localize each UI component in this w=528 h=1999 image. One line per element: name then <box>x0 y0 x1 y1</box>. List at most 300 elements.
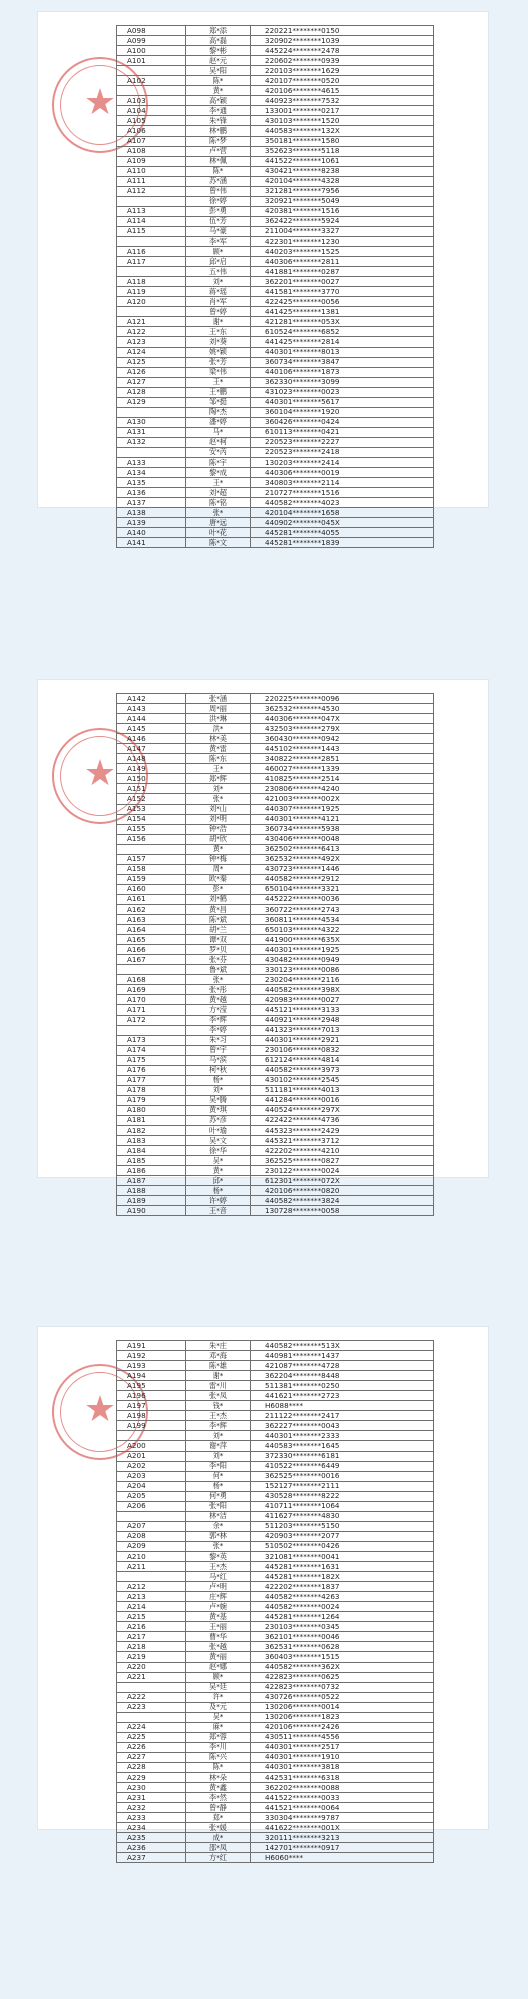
table-row <box>117 1421 434 1431</box>
table-row <box>117 1632 434 1642</box>
id-number-cell: 422823********0732 <box>251 1682 434 1692</box>
name-cell: 洪*琳 <box>186 714 251 724</box>
name-cell: 方*滢 <box>186 1005 251 1015</box>
table-row <box>117 1732 434 1742</box>
serial-cell: A135 <box>117 478 186 488</box>
id-number-cell: 440582********4023 <box>251 498 434 508</box>
table-row <box>117 884 434 894</box>
name-cell: 许* <box>186 1692 251 1702</box>
table-row <box>117 1005 434 1015</box>
table-row <box>117 126 434 136</box>
name-cell: 伍*芳 <box>186 216 251 226</box>
id-number-cell: 360430********0942 <box>251 734 434 744</box>
serial-cell: A118 <box>117 277 186 287</box>
table-row <box>117 166 434 176</box>
id-number-cell: 142701********0917 <box>251 1843 434 1853</box>
serial-cell: A143 <box>117 704 186 714</box>
table-row <box>117 935 434 945</box>
table-row <box>117 1803 434 1813</box>
table-row <box>117 784 434 794</box>
table-row <box>117 1055 434 1065</box>
serial-cell: A130 <box>117 417 186 427</box>
serial-cell: A209 <box>117 1541 186 1551</box>
id-number-cell: 230204********2116 <box>251 975 434 985</box>
name-cell: 杨* <box>186 1075 251 1085</box>
id-number-cell: 432503********279X <box>251 724 434 734</box>
id-number-cell: 410711********1064 <box>251 1501 434 1511</box>
table-row <box>117 1541 434 1551</box>
name-cell: 张* <box>186 975 251 985</box>
name-cell: 黎*英 <box>186 1551 251 1561</box>
serial-cell: A182 <box>117 1126 186 1136</box>
table-row <box>117 76 434 86</box>
table-row <box>117 226 434 236</box>
id-number-cell: 460027********1339 <box>251 764 434 774</box>
id-number-cell: 362525********0016 <box>251 1471 434 1481</box>
serial-cell: A104 <box>117 106 186 116</box>
serial-cell: A198 <box>117 1411 186 1421</box>
id-number-cell: 440203********1525 <box>251 247 434 257</box>
name-cell: 罗*贝 <box>186 945 251 955</box>
id-number-cell: 360811********4534 <box>251 915 434 925</box>
table-row <box>117 1035 434 1045</box>
name-cell: 钟*浩 <box>186 824 251 834</box>
id-number-cell: 220221********0150 <box>251 26 434 36</box>
name-cell: 潘*婷 <box>186 417 251 427</box>
id-number-cell: 440923********7532 <box>251 96 434 106</box>
table-row <box>117 488 434 498</box>
table-row <box>117 1582 434 1592</box>
table-row <box>117 1381 434 1391</box>
id-number-cell: 441425********2814 <box>251 337 434 347</box>
serial-cell: A211 <box>117 1562 186 1572</box>
name-cell: 李*辉 <box>186 1015 251 1025</box>
id-number-cell: 430406********0048 <box>251 834 434 844</box>
name-cell: 吴*廷 <box>186 1682 251 1692</box>
table-row <box>117 186 434 196</box>
name-cell: 陈* <box>186 166 251 176</box>
id-number-cell: 220523********2418 <box>251 447 434 457</box>
table-row <box>117 864 434 874</box>
id-number-cell: 445281********1839 <box>251 538 434 548</box>
name-cell: 鲁*斌 <box>186 965 251 975</box>
id-number-cell: 360734********3847 <box>251 357 434 367</box>
id-number-cell: 350181********1580 <box>251 136 434 146</box>
name-cell: 黎*彬 <box>186 46 251 56</box>
serial-cell: A230 <box>117 1783 186 1793</box>
id-number-cell: 441521********0064 <box>251 1803 434 1813</box>
serial-cell: A157 <box>117 854 186 864</box>
name-cell: 吴*文 <box>186 1136 251 1146</box>
serial-cell: A174 <box>117 1045 186 1055</box>
id-number-cell: 650103********4322 <box>251 925 434 935</box>
table-row <box>117 1853 434 1863</box>
serial-cell: A204 <box>117 1481 186 1491</box>
name-cell: 王*东 <box>186 327 251 337</box>
table-row <box>117 468 434 478</box>
id-number-cell: 220103********1629 <box>251 66 434 76</box>
id-number-cell: 211004********3327 <box>251 226 434 236</box>
name-cell: 马*滨 <box>186 1055 251 1065</box>
serial-cell: A147 <box>117 744 186 754</box>
serial-cell: A199 <box>117 1421 186 1431</box>
record-table <box>116 693 434 1216</box>
serial-cell: A237 <box>117 1853 186 1863</box>
id-number-cell: 360104********1920 <box>251 407 434 417</box>
id-number-cell: 360722********2743 <box>251 904 434 914</box>
id-number-cell: 320921********5049 <box>251 196 434 206</box>
serial-cell: A112 <box>117 186 186 196</box>
id-number-cell: 320902********1039 <box>251 36 434 46</box>
table-row <box>117 1823 434 1833</box>
serial-cell: A180 <box>117 1105 186 1115</box>
serial-cell: A146 <box>117 734 186 744</box>
id-number-cell: 230806********4240 <box>251 784 434 794</box>
id-number-cell: 430723********1446 <box>251 864 434 874</box>
name-cell: 黄*越 <box>186 995 251 1005</box>
table-row <box>117 1095 434 1105</box>
table-row <box>117 1642 434 1652</box>
name-cell: 周* <box>186 864 251 874</box>
table-row <box>117 518 434 528</box>
serial-cell: A216 <box>117 1622 186 1632</box>
serial-cell: A103 <box>117 96 186 106</box>
serial-cell: A171 <box>117 1005 186 1015</box>
id-number-cell: 440306********2811 <box>251 257 434 267</box>
id-number-cell: 430102********2545 <box>251 1075 434 1085</box>
name-cell: 五*伟 <box>186 267 251 277</box>
serial-cell: A134 <box>117 468 186 478</box>
table-row <box>117 1105 434 1115</box>
table-row <box>117 1833 434 1843</box>
serial-cell: A106 <box>117 126 186 136</box>
name-cell: 刘* <box>186 277 251 287</box>
table-row <box>117 1562 434 1572</box>
serial-cell: A107 <box>117 136 186 146</box>
table-row <box>117 387 434 397</box>
id-number-cell: 440301********8013 <box>251 347 434 357</box>
id-number-cell: 510502********0426 <box>251 1541 434 1551</box>
table-row <box>117 206 434 216</box>
serial-cell: A168 <box>117 975 186 985</box>
name-cell: 谢*萍 <box>186 1441 251 1451</box>
table-row <box>117 1752 434 1762</box>
name-cell: 庄*辉 <box>186 1592 251 1602</box>
id-number-cell: 440306********047X <box>251 714 434 724</box>
serial-cell: A229 <box>117 1773 186 1783</box>
name-cell: 何* <box>186 1471 251 1481</box>
name-cell: 及*元 <box>186 1702 251 1712</box>
serial-cell: A166 <box>117 945 186 955</box>
name-cell: 高*颖 <box>186 96 251 106</box>
table-row <box>117 804 434 814</box>
id-number-cell: 440902********045X <box>251 518 434 528</box>
name-cell: 方*红 <box>186 1853 251 1863</box>
id-number-cell: 130206********0014 <box>251 1702 434 1712</box>
serial-cell: A140 <box>117 528 186 538</box>
table-row <box>117 1491 434 1501</box>
serial-cell: A102 <box>117 76 186 86</box>
id-number-cell: 430103********1520 <box>251 116 434 126</box>
name-cell: 朱*习 <box>186 1035 251 1045</box>
table-row <box>117 744 434 754</box>
id-number-cell: 445102********1443 <box>251 744 434 754</box>
serial-cell: A233 <box>117 1813 186 1823</box>
table-row <box>117 945 434 955</box>
table-row <box>117 1371 434 1381</box>
table-row <box>117 1652 434 1662</box>
table-row <box>117 1065 434 1075</box>
id-number-cell: 441323********7013 <box>251 1025 434 1035</box>
serial-cell: A210 <box>117 1551 186 1561</box>
table-row <box>117 1176 434 1186</box>
name-cell: 何*勇 <box>186 1491 251 1501</box>
id-number-cell: 445281********4055 <box>251 528 434 538</box>
id-number-cell: H6060**** <box>251 1853 434 1863</box>
name-cell: 钟*梅 <box>186 854 251 864</box>
serial-cell: A203 <box>117 1471 186 1481</box>
name-cell: 卢*营 <box>186 146 251 156</box>
id-number-cell: 420104********4328 <box>251 176 434 186</box>
id-number-cell: 330123********0086 <box>251 965 434 975</box>
id-number-cell: 362330********3099 <box>251 377 434 387</box>
table-row <box>117 1431 434 1441</box>
table-row <box>117 116 434 126</box>
id-number-cell: 211122********2417 <box>251 1411 434 1421</box>
table-row <box>117 824 434 834</box>
name-cell: 王*丽 <box>186 1622 251 1632</box>
table-row <box>117 754 434 764</box>
name-cell: 王*杰 <box>186 1562 251 1572</box>
table-row <box>117 844 434 854</box>
id-number-cell: 321281********7956 <box>251 186 434 196</box>
name-cell: 李*通 <box>186 106 251 116</box>
name-cell: 卢*明 <box>186 1582 251 1592</box>
serial-cell: A236 <box>117 1843 186 1853</box>
table-row <box>117 854 434 864</box>
id-number-cell: 421087********4728 <box>251 1361 434 1371</box>
table-row <box>117 814 434 824</box>
id-number-cell: 422422********4736 <box>251 1115 434 1125</box>
name-cell: 胡*欣 <box>186 834 251 844</box>
name-cell: 张*芳 <box>186 357 251 367</box>
name-cell: 雷*川 <box>186 1381 251 1391</box>
serial-cell: A205 <box>117 1491 186 1501</box>
name-cell: 李*婷 <box>186 1025 251 1035</box>
serial-cell <box>117 844 186 854</box>
star-icon: ★ <box>83 1389 117 1430</box>
name-cell: 曾*宇 <box>186 1045 251 1055</box>
id-number-cell: 441581********3770 <box>251 287 434 297</box>
name-cell: 谢* <box>186 317 251 327</box>
table-row <box>117 437 434 447</box>
table-row <box>117 538 434 548</box>
serial-cell: A215 <box>117 1612 186 1622</box>
id-number-cell: 440301********2517 <box>251 1742 434 1752</box>
table-row <box>117 337 434 347</box>
name-cell: 黄*基 <box>186 1612 251 1622</box>
name-cell: 洪* <box>186 724 251 734</box>
table-row <box>117 287 434 297</box>
id-number-cell: 340822********2851 <box>251 754 434 764</box>
id-number-cell: 220225********0096 <box>251 694 434 704</box>
table-row <box>117 367 434 377</box>
table-row <box>117 1025 434 1035</box>
name-cell: 邵*凤 <box>186 1843 251 1853</box>
table-row <box>117 96 434 106</box>
id-number-cell: 445323********2429 <box>251 1126 434 1136</box>
table-row <box>117 1521 434 1531</box>
serial-cell: A164 <box>117 925 186 935</box>
serial-cell: A141 <box>117 538 186 548</box>
serial-cell: A224 <box>117 1722 186 1732</box>
name-cell: 黄*雷 <box>186 744 251 754</box>
name-cell: 林*美 <box>186 734 251 744</box>
table-row <box>117 1441 434 1451</box>
id-number-cell: 422823********0625 <box>251 1672 434 1682</box>
serial-cell: A213 <box>117 1592 186 1602</box>
id-number-cell: 420983********0027 <box>251 995 434 1005</box>
serial-cell: A218 <box>117 1642 186 1652</box>
table-row <box>117 955 434 965</box>
id-number-cell: 422301********1230 <box>251 236 434 246</box>
id-number-cell: 440583********132X <box>251 126 434 136</box>
serial-cell: A154 <box>117 814 186 824</box>
id-number-cell: 445224********2478 <box>251 46 434 56</box>
name-cell: 陈*铭 <box>186 498 251 508</box>
serial-cell: A098 <box>117 26 186 36</box>
table-row <box>117 1843 434 1853</box>
name-cell: 李*川 <box>186 1742 251 1752</box>
id-number-cell: 440582********398X <box>251 985 434 995</box>
serial-cell: A193 <box>117 1361 186 1371</box>
name-cell: 顾* <box>186 1672 251 1682</box>
table-row <box>117 1662 434 1672</box>
table-row <box>117 1481 434 1491</box>
name-cell: 李*阳 <box>186 1461 251 1471</box>
table-row <box>117 1592 434 1602</box>
name-cell: 郑* <box>186 1813 251 1823</box>
id-number-cell: 422202********4210 <box>251 1146 434 1156</box>
table-row <box>117 1813 434 1823</box>
serial-cell: A101 <box>117 56 186 66</box>
name-cell: 陈*雄 <box>186 1361 251 1371</box>
serial-cell: A121 <box>117 317 186 327</box>
id-number-cell: 420106********2426 <box>251 1722 434 1732</box>
serial-cell <box>117 447 186 457</box>
id-number-cell: 445121********3133 <box>251 1005 434 1015</box>
id-number-cell: 411627********4830 <box>251 1511 434 1521</box>
name-cell: 张*芬 <box>186 955 251 965</box>
table-row <box>117 1622 434 1632</box>
serial-cell: A160 <box>117 884 186 894</box>
serial-cell: A153 <box>117 804 186 814</box>
table-row <box>117 1451 434 1461</box>
name-cell: 刘* <box>186 1451 251 1461</box>
serial-cell: A192 <box>117 1351 186 1361</box>
serial-cell: A217 <box>117 1632 186 1642</box>
name-cell: 黄* <box>186 1166 251 1176</box>
table-row <box>117 427 434 437</box>
serial-cell: A208 <box>117 1531 186 1541</box>
name-cell: 吴* <box>186 1156 251 1166</box>
table-row <box>117 1351 434 1361</box>
id-number-cell: 362204********8448 <box>251 1371 434 1381</box>
table-row <box>117 1602 434 1612</box>
name-cell: 陈*兴 <box>186 1752 251 1762</box>
serial-cell: A220 <box>117 1662 186 1672</box>
table-row <box>117 508 434 518</box>
name-cell: 刘* <box>186 1431 251 1441</box>
table-row <box>117 1783 434 1793</box>
name-cell: 苏*涵 <box>186 176 251 186</box>
id-number-cell: 441622********001X <box>251 1823 434 1833</box>
id-number-cell: 421003********002X <box>251 794 434 804</box>
name-cell: 赵*柯 <box>186 437 251 447</box>
serial-cell <box>117 1511 186 1521</box>
name-cell: 陈* <box>186 1762 251 1772</box>
name-cell: 刘* <box>186 784 251 794</box>
table-row <box>117 704 434 714</box>
table-row <box>117 498 434 508</box>
serial-cell <box>117 1572 186 1582</box>
table-row <box>117 1672 434 1682</box>
id-number-cell: 220523********2227 <box>251 437 434 447</box>
serial-cell: A158 <box>117 864 186 874</box>
id-number-cell: 440301********1910 <box>251 1752 434 1762</box>
serial-cell: A170 <box>117 995 186 1005</box>
name-cell: 杨* <box>186 1186 251 1196</box>
name-cell: 欧*秦 <box>186 874 251 884</box>
id-number-cell: 440582********0024 <box>251 1602 434 1612</box>
id-number-cell: 420903********2077 <box>251 1531 434 1541</box>
id-number-cell: 440301********1925 <box>251 945 434 955</box>
serial-cell: A235 <box>117 1833 186 1843</box>
id-number-cell: 440582********362X <box>251 1662 434 1672</box>
table-row <box>117 1551 434 1561</box>
table-row <box>117 1361 434 1371</box>
serial-cell: A194 <box>117 1371 186 1381</box>
table-row <box>117 216 434 226</box>
name-cell: 林*鹏 <box>186 126 251 136</box>
id-number-cell: 362532********492X <box>251 854 434 864</box>
table-row <box>117 1722 434 1732</box>
serial-cell: A138 <box>117 508 186 518</box>
id-number-cell: 440307********1925 <box>251 804 434 814</box>
name-cell: 刘*葵 <box>186 337 251 347</box>
serial-cell <box>117 1682 186 1692</box>
id-number-cell: 360403********1515 <box>251 1652 434 1662</box>
table-row <box>117 1712 434 1722</box>
name-cell: 黄* <box>186 844 251 854</box>
id-number-cell: 612124********4814 <box>251 1055 434 1065</box>
serial-cell <box>117 1025 186 1035</box>
serial-cell <box>117 86 186 96</box>
serial-cell: A207 <box>117 1521 186 1531</box>
name-cell: 刘*明 <box>186 814 251 824</box>
id-number-cell: 372330********6181 <box>251 1451 434 1461</box>
id-number-cell: 445321********3712 <box>251 1136 434 1146</box>
name-cell: 谭*双 <box>186 935 251 945</box>
id-number-cell: 445281********1631 <box>251 1562 434 1572</box>
id-number-cell: 362502********6413 <box>251 844 434 854</box>
table-row <box>117 764 434 774</box>
id-number-cell: 445222********0036 <box>251 894 434 904</box>
id-number-cell: 440921********2948 <box>251 1015 434 1025</box>
serial-cell: A122 <box>117 327 186 337</box>
id-number-cell: 362531********0628 <box>251 1642 434 1652</box>
serial-cell: A126 <box>117 367 186 377</box>
